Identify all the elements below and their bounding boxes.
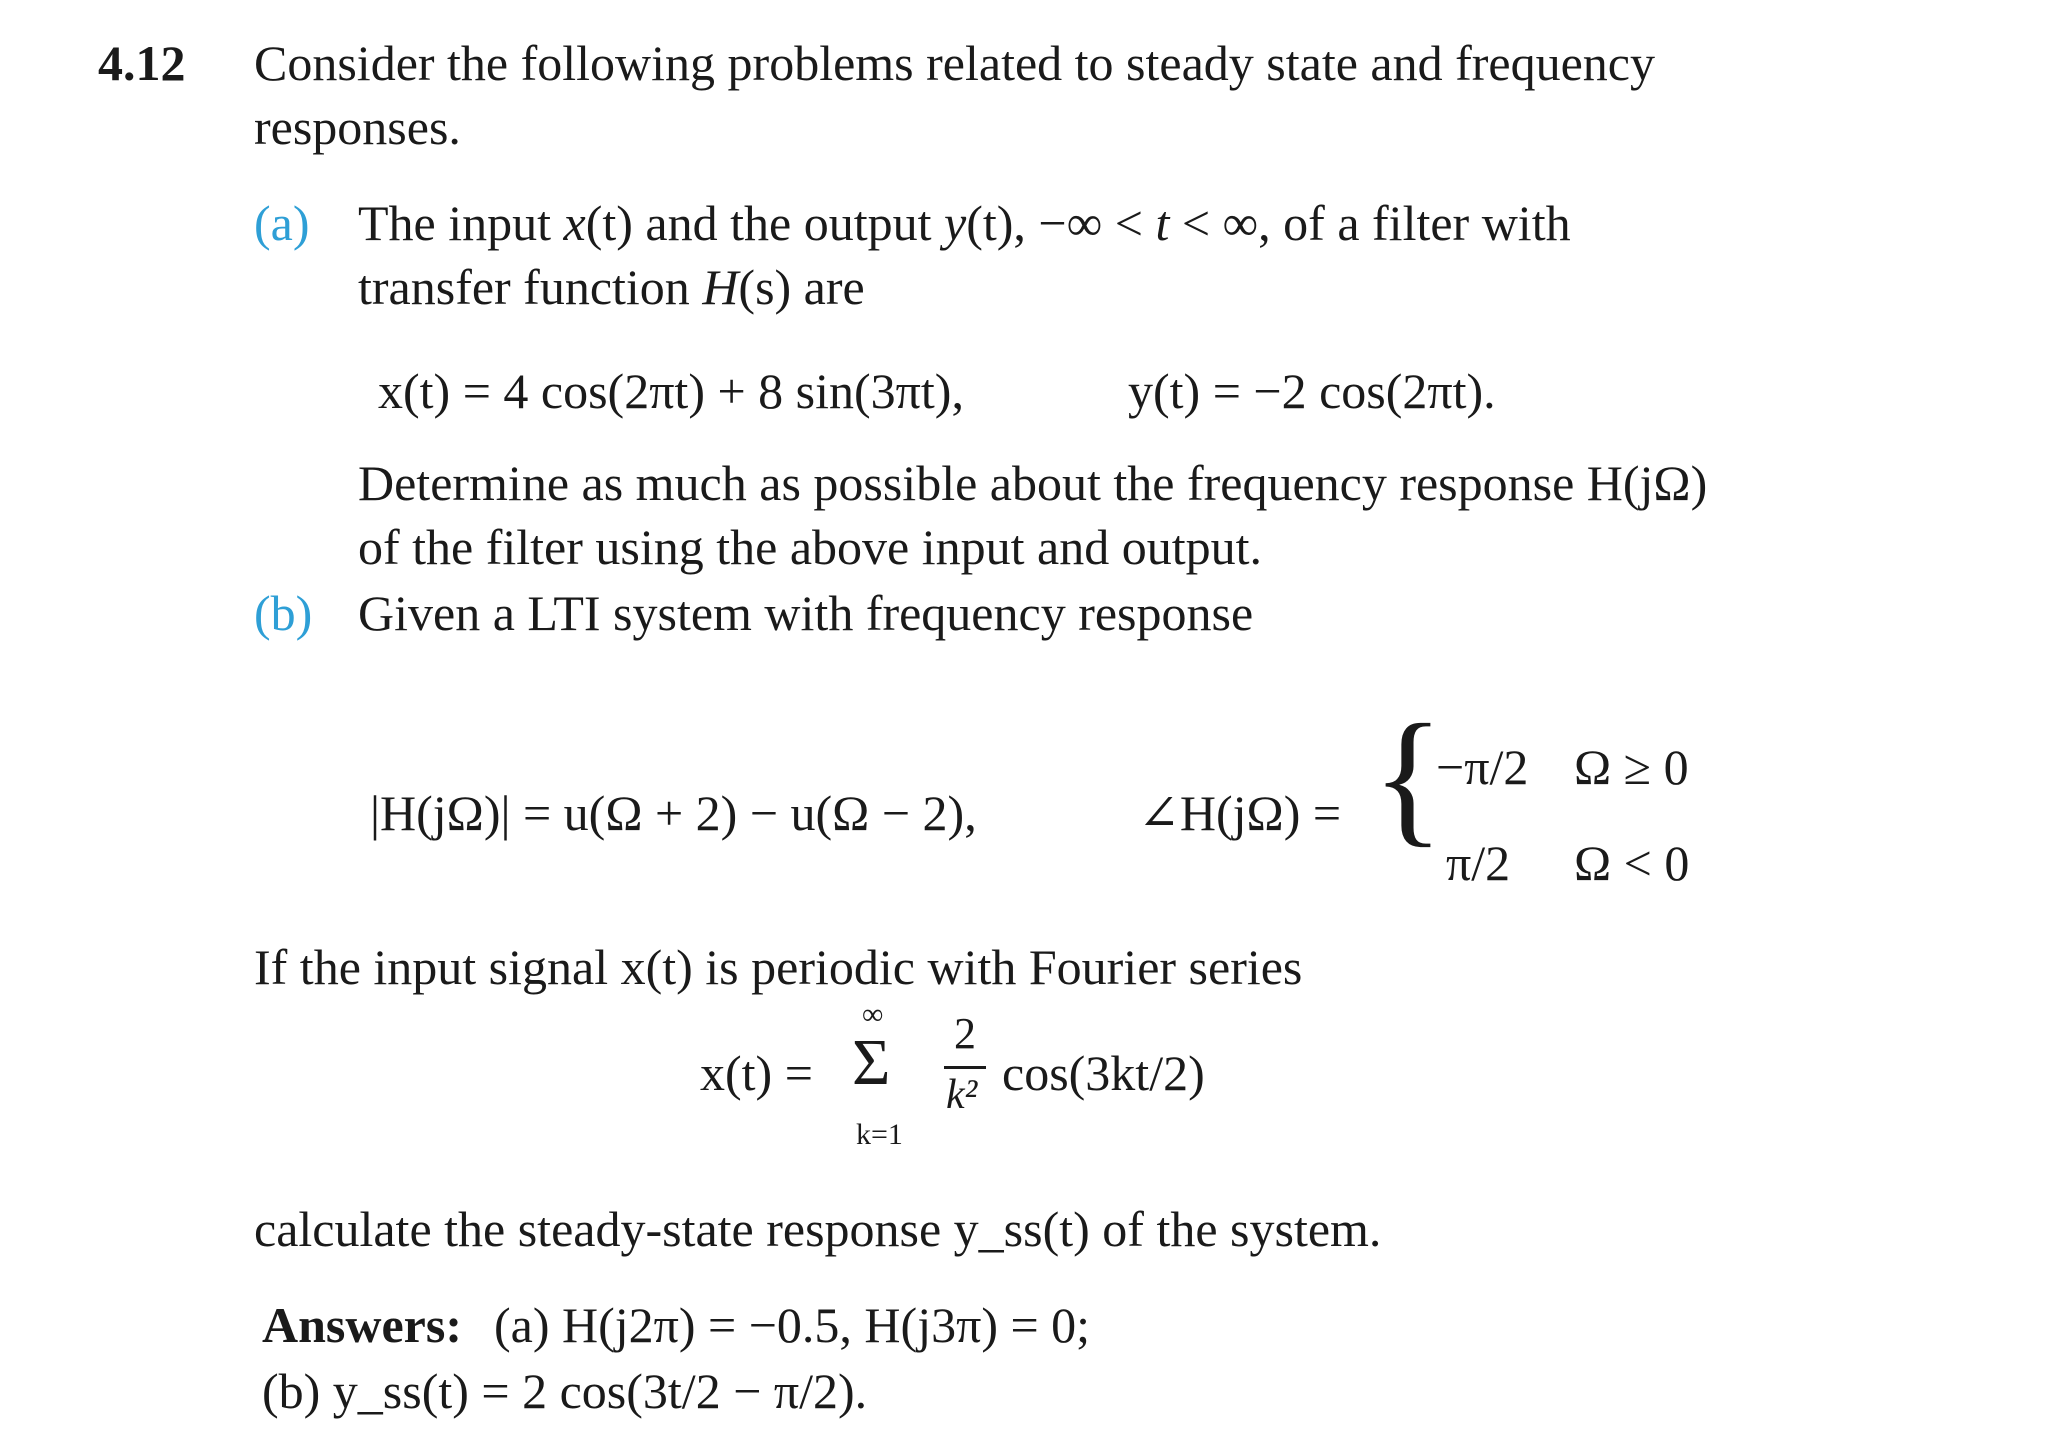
sum-upper-limit: ∞ — [862, 998, 884, 1031]
problem-intro-line1: Consider the following problems related to steady state and frequency — [254, 35, 1655, 91]
fraction-bar — [944, 1066, 986, 1069]
answers-label: Answers: — [262, 1297, 462, 1353]
case1-condition: Ω ≥ 0 — [1574, 739, 1689, 795]
case1-value: −π/2 — [1436, 739, 1529, 795]
part-a-question-line2: of the filter using the above input and output. — [358, 519, 1262, 575]
piecewise-brace: { — [1372, 694, 1444, 860]
case2-value: π/2 — [1446, 835, 1511, 891]
part-a-line1: The input x(t) and the output y(t), −∞ < t < ∞, of a filter with — [358, 195, 1571, 251]
part-a-line2: transfer function H(s) are — [358, 259, 865, 315]
part-b-label: (b) — [254, 585, 313, 641]
fourier-lhs: x(t) = — [700, 1045, 813, 1101]
problem-intro-line2: responses. — [254, 99, 461, 155]
part-a-question-line1: Determine as much as possible about the frequency response H(jΩ) — [358, 455, 1708, 511]
input-signal-line: If the input signal x(t) is periodic with Fourier series — [254, 939, 1303, 995]
equation-output-y: y(t) = −2 cos(2πt). — [1128, 363, 1496, 419]
part-a-label: (a) — [254, 195, 310, 251]
answers-line2: (b) y_ss(t) = 2 cos(3t/2 − π/2). — [262, 1363, 868, 1419]
equation-input-x: x(t) = 4 cos(2πt) + 8 sin(3πt), — [378, 363, 964, 419]
sum-sigma: Σ — [852, 1026, 891, 1099]
calculate-line: calculate the steady-state response y_ss(t) of the system. — [254, 1201, 1382, 1257]
problem-number: 4.12 — [98, 35, 186, 91]
sum-lower-limit: k=1 — [856, 1118, 903, 1151]
case2-condition: Ω < 0 — [1574, 835, 1690, 891]
phase-equation-lhs: ∠H(jΩ) = — [1138, 785, 1342, 841]
fraction-numerator: 2 — [954, 1009, 976, 1058]
fourier-term: cos(3kt/2) — [1002, 1045, 1205, 1101]
fraction-denominator: k² — [946, 1072, 978, 1118]
part-b-line1: Given a LTI system with frequency response — [358, 585, 1254, 641]
magnitude-equation: |H(jΩ)| = u(Ω + 2) − u(Ω − 2), — [370, 785, 977, 841]
answers-line1: (a) H(j2π) = −0.5, H(j3π) = 0; — [494, 1297, 1091, 1353]
